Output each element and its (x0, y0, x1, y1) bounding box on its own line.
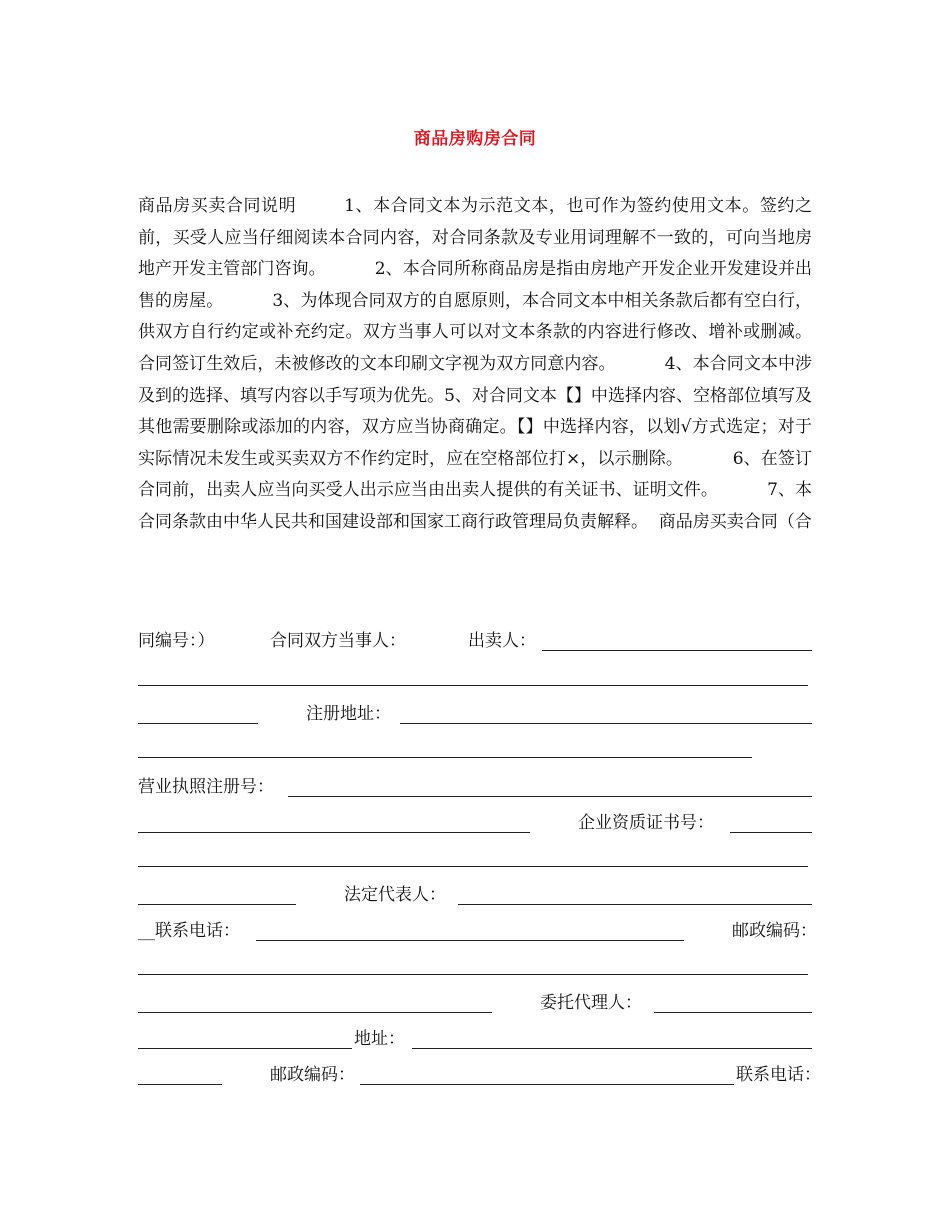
legal-representative-blank[interactable] (458, 904, 812, 905)
qualification-blank-end[interactable] (138, 904, 296, 905)
agent-label: 委托代理人： (540, 993, 642, 1013)
seller-blank-continued[interactable] (138, 685, 808, 686)
agent-postcode-blank[interactable] (360, 1084, 734, 1085)
address-label: 地址： (354, 1029, 405, 1049)
blank-line-2 (138, 736, 812, 760)
business-license-label: 营业执照注册号： (138, 777, 274, 797)
phone-postcode-line (138, 919, 817, 943)
agent-line (138, 991, 812, 1015)
contract-instructions-paragraph: 商品房买卖合同说明 1、本合同文本为示范文本，也可作为签约使用文本。签约之前，买受人应当仔细阅读本合同内容，对合同条款及专业用词理解不一致的，可向当地房地产开发主管部门咨询。 2、本合同所称商品房是指由房地产开发企业开发建设并出售的房屋。 3、为体现合同双方的自愿原则，本合同文本中相关条款后都有空白行，供双方自行约定或补充约定。双方当事人可以对文本条款的内容进行修改、增补或删减。合同签订生效后，未被修改的文本印刷文字视为双方同意内容。 4、本合同文本中涉及到的选择、填写内容以手写项为优先。5、对合同文本【】中选择内容、空格部位填写及其他需要删除或添加的内容，双方应当协商确定。【】中选择内容，以划√方式选定；对于实际情况未发生或买卖双方不作约定时，应在空格部位打×，以示删除。 6、在签订合同前，出卖人应当向买受人出示应当由出卖人提供的有关证书、证明文件。 7、本合同条款由中华人民共和国建设部和国家工商行政管理局负责解释。 商品房买卖合同（合 (138, 196, 812, 532)
qualification-line (138, 811, 812, 835)
address-line (138, 1027, 812, 1051)
blank-line-3 (138, 845, 812, 869)
blank-line-1 (138, 664, 812, 688)
registered-address-blank-continued[interactable] (138, 757, 752, 758)
agent-postcode-label: 邮政编码： (270, 1065, 355, 1085)
agent-blank[interactable] (654, 1012, 812, 1013)
agent-contact-line (138, 1063, 821, 1087)
qualification-blank-continued[interactable] (138, 866, 808, 867)
phone-label: __联系电话： (138, 921, 240, 941)
business-license-line (138, 775, 812, 799)
parties-label: 合同双方当事人： (270, 631, 406, 651)
postcode-blank[interactable] (138, 974, 808, 975)
registered-address-blank[interactable] (400, 723, 812, 724)
qualification-label: 企业资质证书号： (578, 813, 714, 833)
registered-address-line (138, 702, 812, 726)
postcode-label: 邮政编码： (732, 921, 817, 941)
blank-line-4 (138, 953, 812, 977)
postcode-blank-continued[interactable] (138, 1012, 492, 1013)
registered-address-label: 注册地址： (306, 704, 391, 724)
document-title: 商品房购房合同 (413, 129, 537, 149)
address-blank-end[interactable] (138, 1084, 222, 1085)
qualification-blank[interactable] (730, 832, 812, 833)
address-blank[interactable] (412, 1048, 812, 1049)
phone-blank[interactable] (256, 940, 684, 941)
contract-number-label: 同编号：） (138, 631, 215, 651)
seller-blank-end[interactable] (138, 723, 258, 724)
seller-blank[interactable] (542, 650, 812, 651)
business-license-blank-continued[interactable] (138, 832, 530, 833)
legal-representative-line (138, 883, 812, 907)
agent-blank-continued[interactable] (138, 1048, 352, 1049)
business-license-blank[interactable] (288, 796, 812, 797)
agent-phone-label: 联系电话： (736, 1065, 821, 1085)
seller-label: 出卖人： (468, 631, 536, 651)
seller-line (138, 629, 812, 653)
legal-representative-label: 法定代表人： (344, 885, 446, 905)
